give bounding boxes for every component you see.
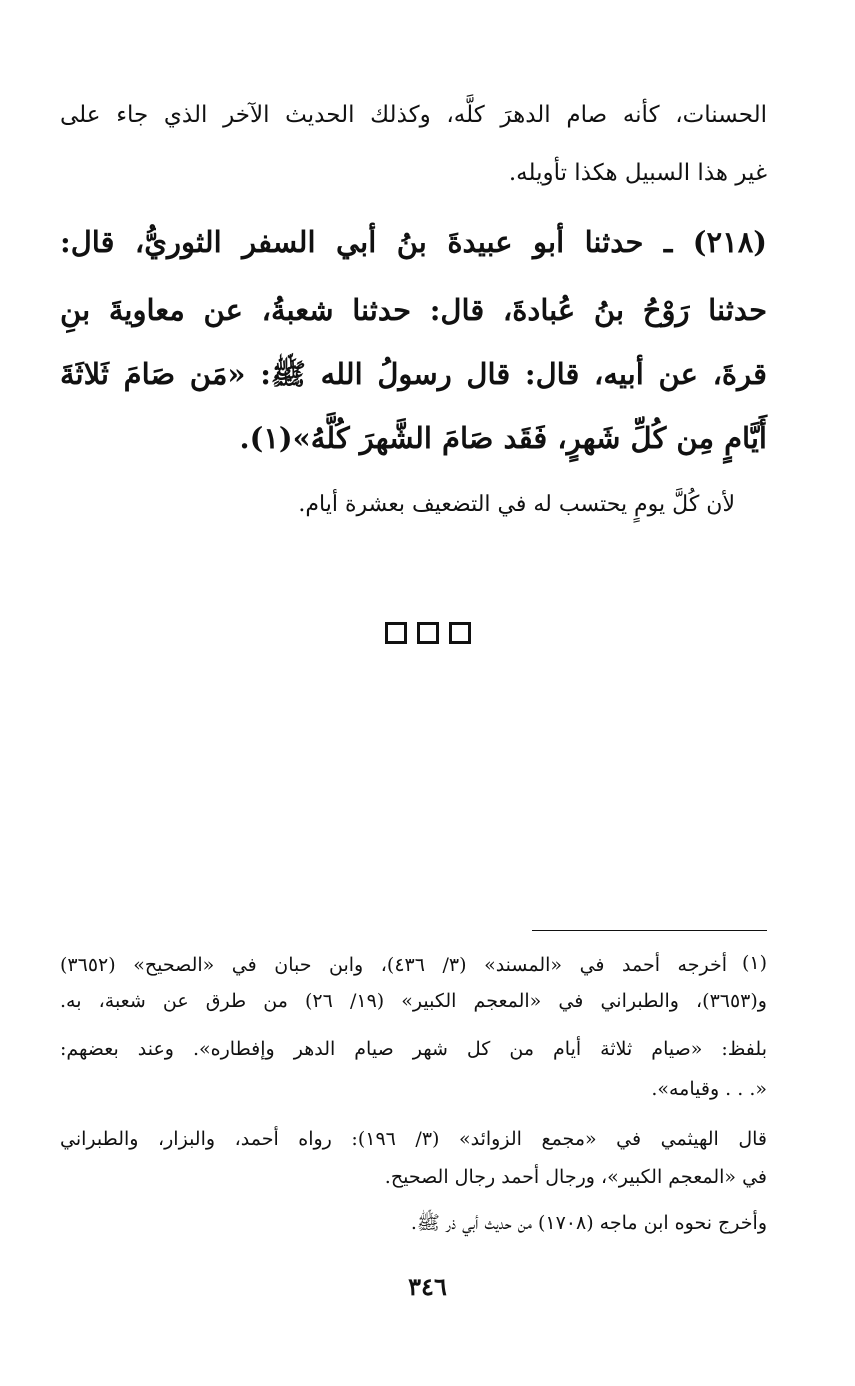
footnote-line-2: و(٣٦٥٣)، والطبراني في «المعجم الكبير» (١٩/ ٢٦) من طرق عن شعبة، به. bbox=[60, 990, 767, 1012]
commentary-line: لأن كُلَّ يومٍ يحتسب له في التضعيف بعشرة أيام. bbox=[298, 492, 735, 517]
page-number: ٣٤٦ bbox=[408, 1272, 447, 1301]
footnote-line-4: «. . . وقيامه». bbox=[651, 1078, 767, 1100]
footnote-line-6: في «المعجم الكبير»، ورجال أحمد رجال الصحيح. bbox=[384, 1166, 767, 1188]
intro-line-1: الحسنات، كأنه صام الدهرَ كلَّه، وكذلك الحديث الآخر الذي جاء على bbox=[60, 102, 767, 128]
footnote-line-1: أخرجه أحمد في «المسند» (٣/ ٤٣٦)، وابن حبان في «الصحيح» (٣٦٥٢) bbox=[60, 954, 727, 976]
footnote-line-3: بلفظ: «صيام ثلاثة أيام من كل شهر صيام الدهر وإفطاره». وعند بعضهم: bbox=[60, 1038, 767, 1060]
hadith-line-1: (٢١٨) ـ حدثنا أبو عبيدةَ بنُ أبي السفر الثوريُّ، قال: bbox=[60, 225, 768, 259]
section-separator bbox=[0, 622, 855, 648]
separator-square-icon bbox=[385, 622, 407, 644]
hadith-line-3: قرةَ، عن أبيه، قال: قال رسولُ الله ﷺ: «مَن صَامَ ثَلاثَةَ bbox=[60, 357, 767, 391]
footnote-rule bbox=[532, 930, 767, 931]
separator-square-icon bbox=[417, 622, 439, 644]
intro-line-2: غير هذا السبيل هكذا تأويله. bbox=[508, 160, 767, 186]
hadith-line-4: أَيَّامٍ مِن كُلِّ شَهرٍ، فَقَد صَامَ الشَّهرَ كُلَّهُ»(١). bbox=[239, 421, 767, 455]
separator-square-icon bbox=[449, 622, 471, 644]
footnote-line-7: وأخرج نحوه ابن ماجه (١٧٠٨) من حديث أبي ذر ﷺ. bbox=[410, 1212, 767, 1234]
hadith-line-2: حدثنا رَوْحُ بنُ عُبادةَ، قال: حدثنا شعبةُ، عن معاويةَ بنِ bbox=[60, 293, 767, 327]
footnote-line-5: قال الهيثمي في «مجمع الزوائد» (٣/ ١٩٦): رواه أحمد، والبزار، والطبراني bbox=[60, 1128, 767, 1150]
footnote-number: (١) bbox=[741, 952, 767, 974]
